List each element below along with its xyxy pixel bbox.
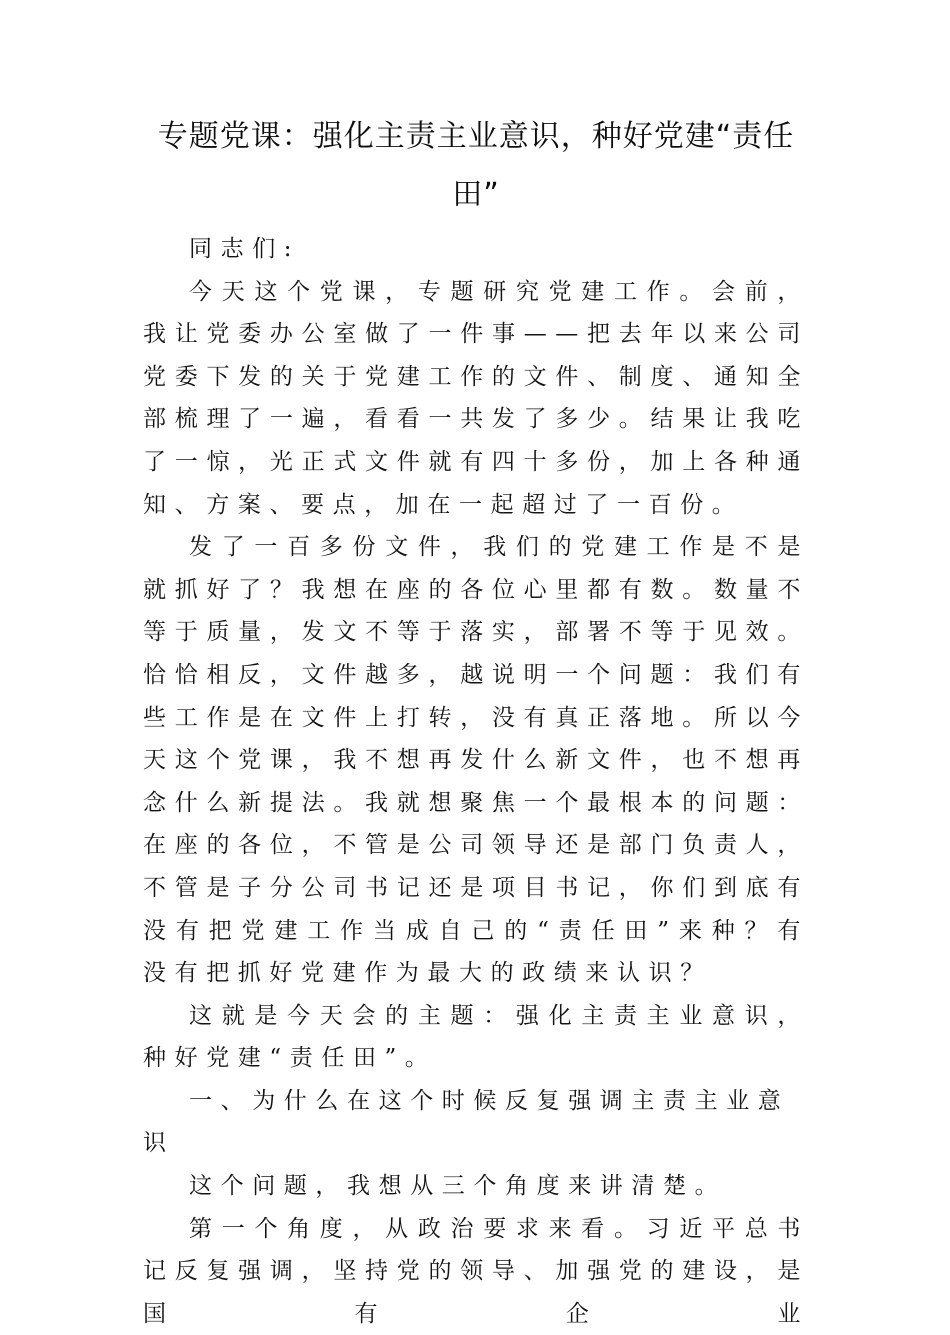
document-page bbox=[143, 108, 809, 1335]
paragraph-intro: 今天这个党课，专题研究党建工作。会前，我让党委办公室做了一件事——把去年以来公司党委下发的关于党建工作的文件、制度、通知全部梳理了一遍，看看一共发了多少。结果让我吃了一惊，光正式文件就有四十多份，加上各种通知、方案、要点，加在一起超过了一百份。 bbox=[143, 278, 809, 518]
document-title: 专题党课：强化主责主业意识，种好党建“责任田” bbox=[157, 119, 795, 212]
paragraph-political-requirement: 第一个角度，从政治要求来看。习近平总书记反复强调，坚持党的领导、加强党的建设，是国有企业 bbox=[143, 1215, 809, 1327]
salutation: 同志们: bbox=[189, 236, 301, 262]
paragraph-theme: 这就是今天会的主题：强化主责主业意识，种好党建“责任田”。 bbox=[143, 1002, 809, 1072]
paragraph-three-angles: 这个问题，我想从三个角度来讲清楚。 bbox=[189, 1173, 727, 1200]
section-heading-1: 一、为什么在这个时候反复强调主责主业意识 bbox=[143, 1087, 790, 1157]
paragraph-documents-question: 发了一百多份文件，我们的党建工作是不是就抓好了？我想在座的各位心里都有数。数量不等于质量，发文不等于落实，部署不等于见效。恰恰相反，文件越多，越说明一个问题：我们有些工作是在文件上打转，没有真正落地。所以今天这个党课，我不想再发什么新文件，也不想再念什么新提法。我就想聚焦一个最根本的问题：在座的各位，不管是公司领导还是部门负责人，不管是子分公司书记还是项目书记，你们到底有没有把党建工作当成自己的“责任田”来种？有没有把抓好党建作为最大的政绩来认识？ bbox=[143, 534, 809, 987]
